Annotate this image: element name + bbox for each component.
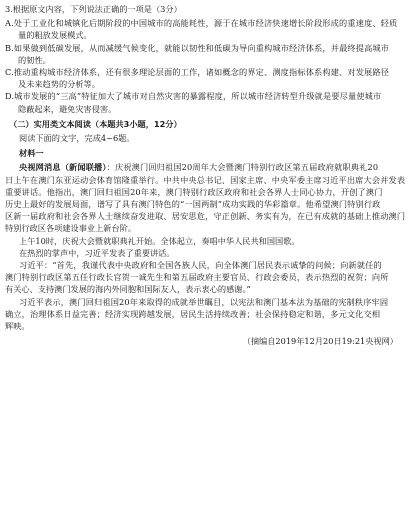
option-b-line-1: B.如果做到低碳发展，从而减缓气候变化，就能以韧性和低碳为导向重构城市经济体系，并最终提高城市 (5, 42, 390, 53)
paragraph-5-line-3: 辉映。 (5, 321, 30, 332)
paragraph-4-line-1: 习近平：“首先，我谨代表中央政府和全国各族人民，向全体澳门居民表示诚挚的问候；向新就任的 (19, 260, 382, 271)
paragraph-1-line-4: 区新一届政府和社会各界人士继续奋发进取、居安思危，守正创新、务实有为，在已有成就的基础上推动澳门 (5, 211, 406, 222)
paragraph-1-line-1: 日上午在澳门东亚运动会体育馆隆重举行。中共中央总书记、国家主席、中央军委主席习近平出席大会并发表 (5, 174, 406, 185)
paragraph-1-line-5: 特别行政区各项建设事业上新台阶。 (5, 223, 137, 234)
option-a-line-2: 量的粗放发展模式。 (18, 30, 92, 41)
paragraph-2: 上午10时，庆祝大会暨就职典礼开始。全体起立，奏唱中华人民共和国国歌。 (19, 235, 300, 246)
option-c-line-2: 及未来趋势的分析等。 (18, 79, 100, 90)
section-heading: （二）实用类文本阅读（本题共3小题，12分） (9, 118, 182, 129)
lead-text: ：庆祝澳门回归祖国20周年大会暨澳门特别行政区第五届政府就职典礼20 (106, 162, 379, 173)
option-a-line-1: A.处于工业化和城镇化后期阶段的中国城市的高能耗性，源于在城市经济快速增长阶段形成的重速度、轻质 (5, 18, 398, 29)
question-stem: 3.根据原文内容，下列说法正确的一项是（3分） (5, 4, 182, 14)
option-d-line-1: D.城市发展的“三高”特征加大了城市对自然灾害的暴露程度，所以城市经济转型升级就是要尽量使城市 (5, 91, 382, 102)
paragraph-1-line-2: 重要讲话。他指出，澳门回归祖国20年来，澳门特别行政区政府和社会各界人士同心协力，开创了澳门 (5, 186, 383, 197)
reading-instruction: 阅读下面的文字，完成4~6题。 (19, 133, 135, 144)
paragraph-4-line-3: 有关心、支持澳门发展的海内外同胞和国际友人，表示衷心的感谢。” (5, 284, 251, 295)
question-3 (5, 3, 404, 115)
material-title: 材料一 (19, 148, 44, 159)
news-source-label: 央视网消息（新闻联播） (19, 162, 107, 173)
option-d-line-2: 隐蔽起来，避免灾害侵害。 (18, 103, 117, 114)
paragraph-3: 在热烈的掌声中，习近平发表了重要讲话。 (19, 247, 175, 258)
article-body (5, 161, 404, 332)
option-b-line-2: 的韧性。 (18, 54, 51, 65)
option-c-line-1: C.推动重构城市经济体系，还有很多理论层面的工作，诸如概念的界定、测度指标体系构建、对发展路径 (5, 67, 390, 78)
lead-line (5, 161, 404, 173)
source-citation: （摘编自2019年12月20日19:21央视网） (242, 336, 398, 347)
paragraph-1-line-3: 历史上最好的发展局面，谱写了具有澳门特色的“一国两制”成功实践的华彩篇章。他希望澳门特别行政 (5, 199, 381, 210)
paragraph-5-line-2: 确立，治理体系日益完善；经济实现跨越发展，居民生活持续改善；社会保持稳定和谐，多元文化交相 (5, 308, 381, 319)
paragraph-5-line-1: 习近平表示，澳门回归祖国20年来取得的成就举世瞩目，以宪法和澳门基本法为基础的宪制秩序牢固 (19, 296, 389, 307)
paragraph-4-line-2: 澳门特别行政区第五任行政长官贺一诚先生和第五届政府主要官员、行政会委员，表示热烈的祝贺；向所 (5, 272, 389, 283)
